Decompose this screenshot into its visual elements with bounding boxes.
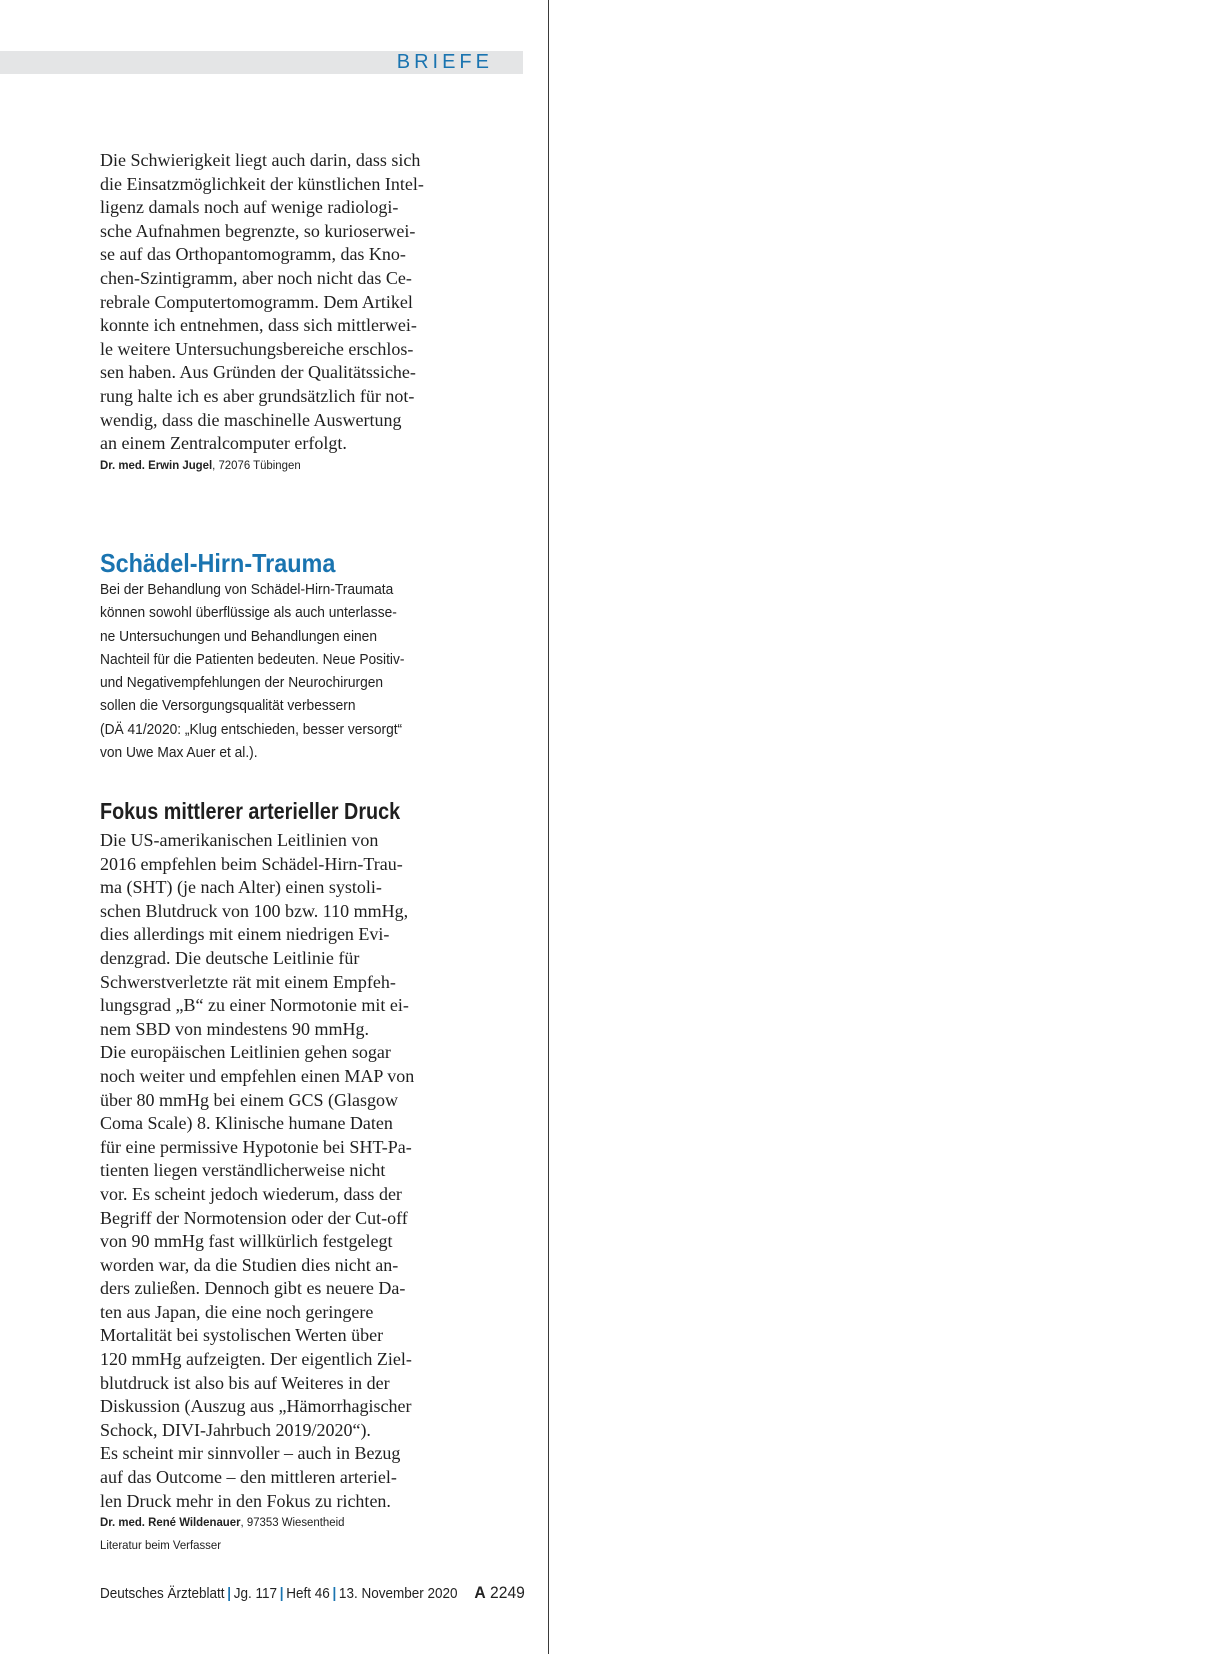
text-line: tienten liegen verständlicherweise nicht — [100, 1160, 386, 1181]
text-line: schen Blutdruck von 100 bzw. 110 mmHg, — [100, 900, 409, 921]
text-line: worden war, da die Studien dies nicht an- — [100, 1254, 399, 1275]
topic-title: Schädel-Hirn-Trauma — [100, 548, 336, 578]
separator: | — [279, 1585, 284, 1602]
text-line: die Einsatzmöglichkeit der künstlichen Intel- — [100, 173, 424, 194]
author-name: Dr. med. Erwin Jugel — [100, 458, 213, 472]
text-line: ne Untersuchungen und Behandlungen einen — [100, 628, 377, 645]
text-line: Die europäischen Leitlinien gehen sogar — [100, 1042, 391, 1063]
text-line: ders zuließen. Dennoch gibt es neuere Da- — [100, 1278, 406, 1299]
text-line: Mortalität bei systolischen Werten über — [100, 1325, 384, 1346]
text-line: konnte ich entnehmen, dass sich mittlerwei- — [100, 315, 417, 336]
text-line: von Uwe Max Auer et al.). — [100, 745, 258, 762]
text-line: denzgrad. Die deutsche Leitlinie für — [100, 947, 360, 968]
page-footer — [100, 1583, 525, 1607]
literature-note: Literatur beim Verfasser — [100, 1538, 222, 1552]
text-line: lungsgrad „B“ zu einer Normotonie mit ei- — [100, 995, 409, 1016]
text-line: über 80 mmHg bei einem GCS (Glasgow — [100, 1089, 398, 1110]
text-line: 2016 empfehlen beim Schädel-Hirn-Trau- — [100, 853, 403, 874]
text-line: vor. Es scheint jedoch wiederum, dass der — [100, 1183, 402, 1204]
text-line: ten aus Japan, die eine noch geringere — [100, 1301, 374, 1322]
text-line: ma (SHT) (je nach Alter) einen systoli- — [100, 877, 382, 898]
text-line: dies allerdings mit einem niedrigen Evi- — [100, 924, 390, 945]
letter-1-body — [100, 149, 435, 456]
text-line: sche Aufnahmen begrenzte, so kurioserwei- — [100, 220, 416, 241]
journal-volume: Jg. 117 — [233, 1585, 278, 1602]
letter-1-author — [100, 457, 408, 473]
text-line: Diskussion (Auszug aus „Hämorrhagischer — [100, 1396, 412, 1417]
text-line: Coma Scale) 8. Klinische humane Daten — [100, 1113, 393, 1134]
column-divider — [548, 0, 549, 1654]
letter-2-title: Fokus mittlerer arterieller Druck — [100, 798, 401, 824]
separator: | — [332, 1585, 337, 1602]
text-line: Die Schwierigkeit liegt auch darin, dass sich — [100, 150, 421, 170]
author-name: Dr. med. René Wildenauer — [100, 1515, 241, 1529]
author-place: , 72076 Tübingen — [212, 458, 301, 472]
journal-issue: Heft 46 — [286, 1585, 330, 1602]
text-line: le weitere Untersuchungsbereiche erschlos- — [100, 338, 414, 359]
text-line: rung halte ich es aber grundsätzlich für not- — [100, 385, 415, 406]
page-number — [475, 1583, 525, 1603]
text-line: noch weiter und empfehlen einen MAP von — [100, 1065, 415, 1086]
text-line: wendig, dass die maschinelle Auswertung — [100, 409, 402, 430]
text-line: chen-Szintigramm, aber noch nicht das Ce- — [100, 267, 412, 288]
text-line: für eine permissive Hypotonie bei SHT-Pa- — [100, 1136, 412, 1157]
separator: | — [227, 1585, 232, 1602]
section-label: BRIEFE — [396, 51, 493, 73]
text-line: sollen die Versorgungsqualität verbessern — [100, 698, 356, 715]
text-line: blutdruck ist also bis auf Weiteres in der — [100, 1372, 390, 1393]
section-header-bar — [0, 51, 523, 74]
text-line: se auf das Orthopantomogramm, das Kno- — [100, 244, 406, 265]
text-line: Bei der Behandlung von Schädel-Hirn-Traumata — [100, 582, 394, 598]
text-line: von 90 mmHg fast willkürlich festgelegt — [100, 1231, 393, 1252]
page-prefix: A — [474, 1583, 486, 1602]
page-number-value: 2249 — [490, 1583, 525, 1602]
text-line: auf das Outcome – den mittleren arteriel- — [100, 1467, 397, 1488]
text-line: len Druck mehr in den Fokus zu richten. — [100, 1490, 391, 1511]
text-line: Die US-amerikanischen Leitlinien von — [100, 830, 379, 850]
text-line: nem SBD von mindestens 90 mmHg. — [100, 1018, 369, 1039]
topic-intro — [100, 579, 435, 765]
text-line: ligenz damals noch auf wenige radiologi- — [100, 197, 399, 218]
text-line: und Negativempfehlungen der Neurochirurgen — [100, 675, 384, 692]
text-line: Nachteil für die Patienten bedeuten. Neue Positiv- — [100, 651, 405, 668]
text-line: an einem Zentralcomputer erfolgt. — [100, 433, 347, 454]
text-line: rebrale Computertomogramm. Dem Artikel — [100, 291, 413, 312]
text-line: Schock, DIVI-Jahrbuch 2019/2020“). — [100, 1419, 371, 1440]
text-line: (DÄ 41/2020: „Klug entschieden, besser versorgt“ — [100, 721, 403, 738]
text-line: 120 mmHg aufzeigten. Der eigentlich Ziel- — [100, 1349, 412, 1370]
letter-2-author — [100, 1514, 408, 1530]
footer-citation — [100, 1585, 458, 1602]
author-place: , 97353 Wiesentheid — [240, 1515, 345, 1529]
text-line: sen haben. Aus Gründen der Qualitätssiche- — [100, 362, 416, 383]
text-line: Schwerstverletzte rät mit einem Empfeh- — [100, 971, 396, 992]
issue-date: 13. November 2020 — [338, 1585, 458, 1602]
text-line: können sowohl überflüssige als auch unterlasse- — [100, 605, 397, 622]
text-line: Es scheint mir sinnvoller – auch in Bezug — [100, 1443, 401, 1464]
letter-2-body — [100, 829, 435, 1513]
text-line: Begriff der Normotension oder der Cut-off — [100, 1207, 408, 1228]
journal-name: Deutsches Ärzteblatt — [100, 1585, 225, 1602]
